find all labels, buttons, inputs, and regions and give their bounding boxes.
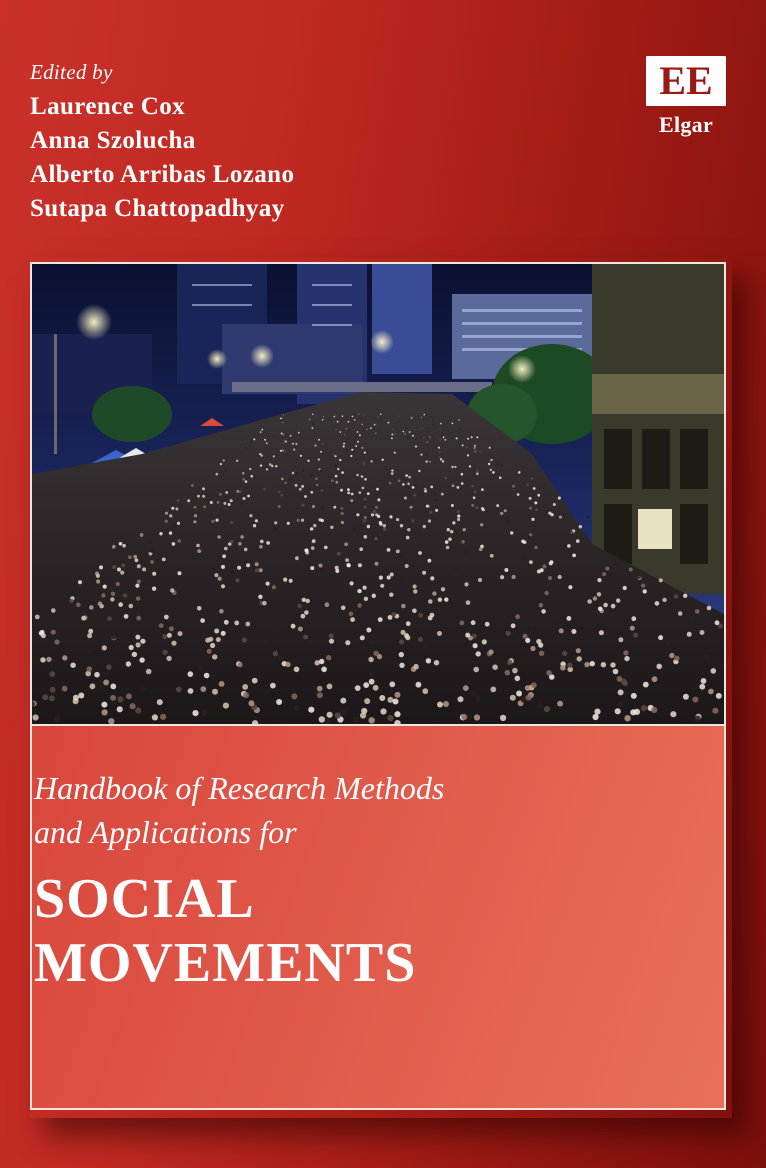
editor-name: Laurence Cox — [30, 93, 186, 120]
title-line-2: and Applications for — [34, 814, 297, 850]
title-panel — [30, 726, 726, 1110]
bottom-rule — [30, 1108, 726, 1110]
publisher-name: Elgar — [658, 112, 714, 137]
ee-logo-icon — [646, 56, 726, 106]
editor-name: Alberto Arribas Lozano — [30, 161, 295, 188]
edited-by-label: Edited by — [30, 60, 113, 84]
cover-photo — [30, 262, 726, 726]
publisher-logo — [646, 56, 726, 138]
title-main-1: SOCIAL — [34, 868, 255, 930]
ee-mark-icon — [650, 61, 722, 101]
editor-name: Sutapa Chattopadhyay — [30, 195, 285, 222]
title-main-2: MOVEMENTS — [34, 932, 417, 994]
editor-name: Anna Szolucha — [30, 127, 196, 154]
crowd-photo-image — [32, 264, 724, 724]
logo-mark-text: EE — [659, 61, 713, 101]
title-line-1: Handbook of Research Methods — [34, 770, 445, 806]
editors-block — [30, 58, 294, 226]
